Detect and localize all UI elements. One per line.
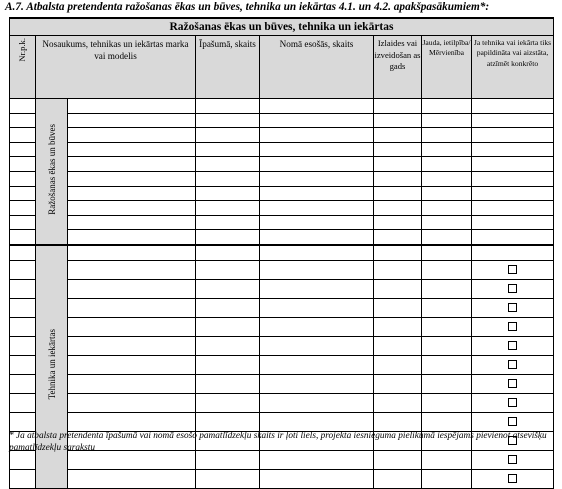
row-owned-cell[interactable] [196,186,260,201]
row-leased-cell[interactable] [260,113,374,128]
row-nr-cell[interactable] [10,171,36,186]
row-supplement-cell[interactable] [472,215,554,230]
row-nr-cell[interactable] [10,355,36,374]
row-leased-cell[interactable] [260,355,374,374]
row-capacity-cell[interactable] [422,230,472,245]
row-leased-cell[interactable] [260,171,374,186]
row-year-cell[interactable] [374,171,422,186]
table-row [10,186,554,201]
row-nr-cell[interactable] [10,157,36,172]
row-year-cell[interactable] [374,215,422,230]
table-row [10,412,554,431]
row-name-cell[interactable] [68,230,196,245]
row-year-cell[interactable] [374,99,422,114]
row-name-cell[interactable] [68,336,196,355]
row-name-cell[interactable] [68,186,196,201]
table-row [10,355,554,374]
row-name-cell[interactable] [68,279,196,298]
header-nr-label: Nr.p.k. [16,38,27,62]
row-capacity-cell[interactable] [422,113,472,128]
row-owned-cell[interactable] [196,279,260,298]
row-owned-cell[interactable] [196,469,260,488]
row-leased-cell[interactable] [260,201,374,216]
row-name-cell[interactable] [68,298,196,317]
row-leased-cell[interactable] [260,317,374,336]
row-name-cell[interactable] [68,201,196,216]
row-capacity-cell[interactable] [422,186,472,201]
row-owned-cell[interactable] [196,260,260,279]
row-supplement-cell[interactable] [472,317,554,336]
row-supplement-cell[interactable] [472,128,554,143]
row-leased-cell[interactable] [260,142,374,157]
row-capacity-cell[interactable] [422,99,472,114]
table-row [10,128,554,143]
row-leased-cell[interactable] [260,186,374,201]
row-owned-cell[interactable] [196,128,260,143]
row-nr-cell[interactable] [10,317,36,336]
row-capacity-cell[interactable] [422,171,472,186]
row-capacity-cell[interactable] [422,201,472,216]
row-year-cell[interactable] [374,336,422,355]
section-buildings [36,99,68,245]
section-buildings-label: Ražošanas ēkas un būves [46,123,57,215]
row-nr-cell[interactable] [10,99,36,114]
row-leased-cell[interactable] [260,412,374,431]
row-supplement-cell[interactable] [472,279,554,298]
table-row [10,469,554,488]
row-owned-cell[interactable] [196,412,260,431]
header-owned: Īpašumā, skaits [196,36,260,99]
row-capacity-cell[interactable] [422,279,472,298]
row-name-cell[interactable] [68,374,196,393]
checkbox-empty-icon[interactable] [508,455,517,464]
row-leased-cell[interactable] [260,469,374,488]
row-owned-cell[interactable] [196,374,260,393]
row-nr-cell[interactable] [10,279,36,298]
checkbox-empty-icon[interactable] [508,417,517,426]
row-owned-cell[interactable] [196,298,260,317]
row-supplement-cell[interactable] [472,99,554,114]
row-supplement-cell[interactable] [472,171,554,186]
row-capacity-cell[interactable] [422,298,472,317]
row-leased-cell[interactable] [260,374,374,393]
row-leased-cell[interactable] [260,157,374,172]
row-year-cell[interactable] [374,469,422,488]
row-name-cell[interactable] [68,260,196,279]
row-capacity-cell[interactable] [422,245,472,260]
row-supplement-cell[interactable] [472,245,554,260]
row-owned-cell[interactable] [196,336,260,355]
row-year-cell[interactable] [374,279,422,298]
table-row [10,215,554,230]
row-name-cell[interactable] [68,245,196,260]
row-capacity-cell[interactable] [422,469,472,488]
row-name-cell[interactable] [68,355,196,374]
row-year-cell[interactable] [374,157,422,172]
row-supplement-cell[interactable] [472,230,554,245]
row-leased-cell[interactable] [260,230,374,245]
checkbox-empty-icon[interactable] [508,303,517,312]
row-leased-cell[interactable] [260,245,374,260]
row-nr-cell[interactable] [10,393,36,412]
row-name-cell[interactable] [68,469,196,488]
row-nr-cell[interactable] [10,215,36,230]
table-row [10,171,554,186]
row-year-cell[interactable] [374,245,422,260]
table-row [10,245,554,260]
row-nr-cell[interactable] [10,336,36,355]
table-row [10,336,554,355]
row-leased-cell[interactable] [260,298,374,317]
row-supplement-cell[interactable] [472,374,554,393]
row-nr-cell[interactable] [10,412,36,431]
row-leased-cell[interactable] [260,279,374,298]
row-capacity-cell[interactable] [422,157,472,172]
row-supplement-cell[interactable] [472,336,554,355]
table-row [10,279,554,298]
row-capacity-cell[interactable] [422,412,472,431]
row-year-cell[interactable] [374,201,422,216]
row-owned-cell[interactable] [196,215,260,230]
row-owned-cell[interactable] [196,113,260,128]
row-owned-cell[interactable] [196,355,260,374]
row-owned-cell[interactable] [196,393,260,412]
checkbox-empty-icon[interactable] [508,379,517,388]
row-supplement-cell[interactable] [472,355,554,374]
row-leased-cell[interactable] [260,215,374,230]
header-supplement: Ja tehnika vai iekārta tiks papildināta vai aizstāta, atzīmēt konkrēto [472,36,554,99]
row-nr-cell[interactable] [10,201,36,216]
row-leased-cell[interactable] [260,260,374,279]
row-capacity-cell[interactable] [422,355,472,374]
table-row [10,201,554,216]
header-name: Nosaukums, tehnikas un iekārtas marka vai modelis [36,36,196,99]
row-owned-cell[interactable] [196,171,260,186]
header-year: Izlaides vai izveidošan as gads [374,36,422,99]
row-supplement-cell[interactable] [472,186,554,201]
row-owned-cell[interactable] [196,317,260,336]
table-row [10,298,554,317]
row-capacity-cell[interactable] [422,128,472,143]
row-nr-cell[interactable] [10,186,36,201]
table-row [10,113,554,128]
row-capacity-cell[interactable] [422,393,472,412]
row-name-cell[interactable] [68,215,196,230]
table-row [10,142,554,157]
header-capacity: Jauda, ietilpība/ Mērvienība [422,36,472,99]
row-supplement-cell[interactable] [472,157,554,172]
row-owned-cell[interactable] [196,99,260,114]
row-owned-cell[interactable] [196,230,260,245]
row-year-cell[interactable] [374,230,422,245]
row-nr-cell[interactable] [10,469,36,488]
row-nr-cell[interactable] [10,245,36,260]
checkbox-empty-icon[interactable] [508,360,517,369]
row-capacity-cell[interactable] [422,142,472,157]
row-supplement-cell[interactable] [472,298,554,317]
row-year-cell[interactable] [374,374,422,393]
row-leased-cell[interactable] [260,99,374,114]
row-year-cell[interactable] [374,142,422,157]
row-capacity-cell[interactable] [422,336,472,355]
row-name-cell[interactable] [68,157,196,172]
header-nr [10,36,36,99]
row-capacity-cell[interactable] [422,215,472,230]
section-heading: A.7. Atbalsta pretendenta ražošanas ēkas un būves, tehnika un iekārtas 4.1. un 4.2. apakšpasākumiem*: [5,1,490,13]
row-name-cell[interactable] [68,317,196,336]
footnote: * Ja atbalsta pretendenta īpašumā vai nomā esošo pamatlīdzekļu skaits ir ļoti liels, projekta iesnieguma pielikumā iespējams pievienot atsevišķu pamatlīdzekļu sarakstu [9,431,547,454]
table-row [10,393,554,412]
table-row [10,99,554,114]
row-year-cell[interactable] [374,186,422,201]
row-name-cell[interactable] [68,113,196,128]
row-name-cell[interactable] [68,171,196,186]
row-supplement-cell[interactable] [472,113,554,128]
checkbox-empty-icon[interactable] [508,265,517,274]
row-supplement-cell[interactable] [472,393,554,412]
row-supplement-cell[interactable] [472,469,554,488]
row-leased-cell[interactable] [260,336,374,355]
row-year-cell[interactable] [374,393,422,412]
row-year-cell[interactable] [374,260,422,279]
table-row [10,260,554,279]
checkbox-empty-icon[interactable] [508,341,517,350]
table-row [10,317,554,336]
row-nr-cell[interactable] [10,298,36,317]
row-name-cell[interactable] [68,393,196,412]
row-year-cell[interactable] [374,298,422,317]
row-nr-cell[interactable] [10,374,36,393]
row-supplement-cell[interactable] [472,142,554,157]
checkbox-empty-icon[interactable] [508,284,517,293]
section-machinery-label: Tehnika un iekārtas [46,329,57,400]
row-nr-cell[interactable] [10,142,36,157]
table-row [10,230,554,245]
table-row [10,374,554,393]
row-nr-cell[interactable] [10,260,36,279]
row-year-cell[interactable] [374,128,422,143]
checkbox-empty-icon[interactable] [508,322,517,331]
row-leased-cell[interactable] [260,393,374,412]
row-name-cell[interactable] [68,142,196,157]
row-nr-cell[interactable] [10,113,36,128]
row-owned-cell[interactable] [196,245,260,260]
row-owned-cell[interactable] [196,157,260,172]
row-year-cell[interactable] [374,355,422,374]
checkbox-empty-icon[interactable] [508,398,517,407]
checkbox-empty-icon[interactable] [508,474,517,483]
row-owned-cell[interactable] [196,201,260,216]
row-capacity-cell[interactable] [422,260,472,279]
row-supplement-cell[interactable] [472,201,554,216]
row-capacity-cell[interactable] [422,317,472,336]
assets-table [9,17,554,489]
row-year-cell[interactable] [374,113,422,128]
row-name-cell[interactable] [68,99,196,114]
row-leased-cell[interactable] [260,128,374,143]
table-row [10,157,554,172]
row-name-cell[interactable] [68,412,196,431]
header-leased: Nomā esošās, skaits [260,36,374,99]
row-supplement-cell[interactable] [472,260,554,279]
row-year-cell[interactable] [374,317,422,336]
row-nr-cell[interactable] [10,230,36,245]
row-supplement-cell[interactable] [472,412,554,431]
row-nr-cell[interactable] [10,128,36,143]
table-banner: Ražošanas ēkas un būves, tehnika un iekārtas [10,18,554,36]
row-capacity-cell[interactable] [422,374,472,393]
row-name-cell[interactable] [68,128,196,143]
row-year-cell[interactable] [374,412,422,431]
row-owned-cell[interactable] [196,142,260,157]
